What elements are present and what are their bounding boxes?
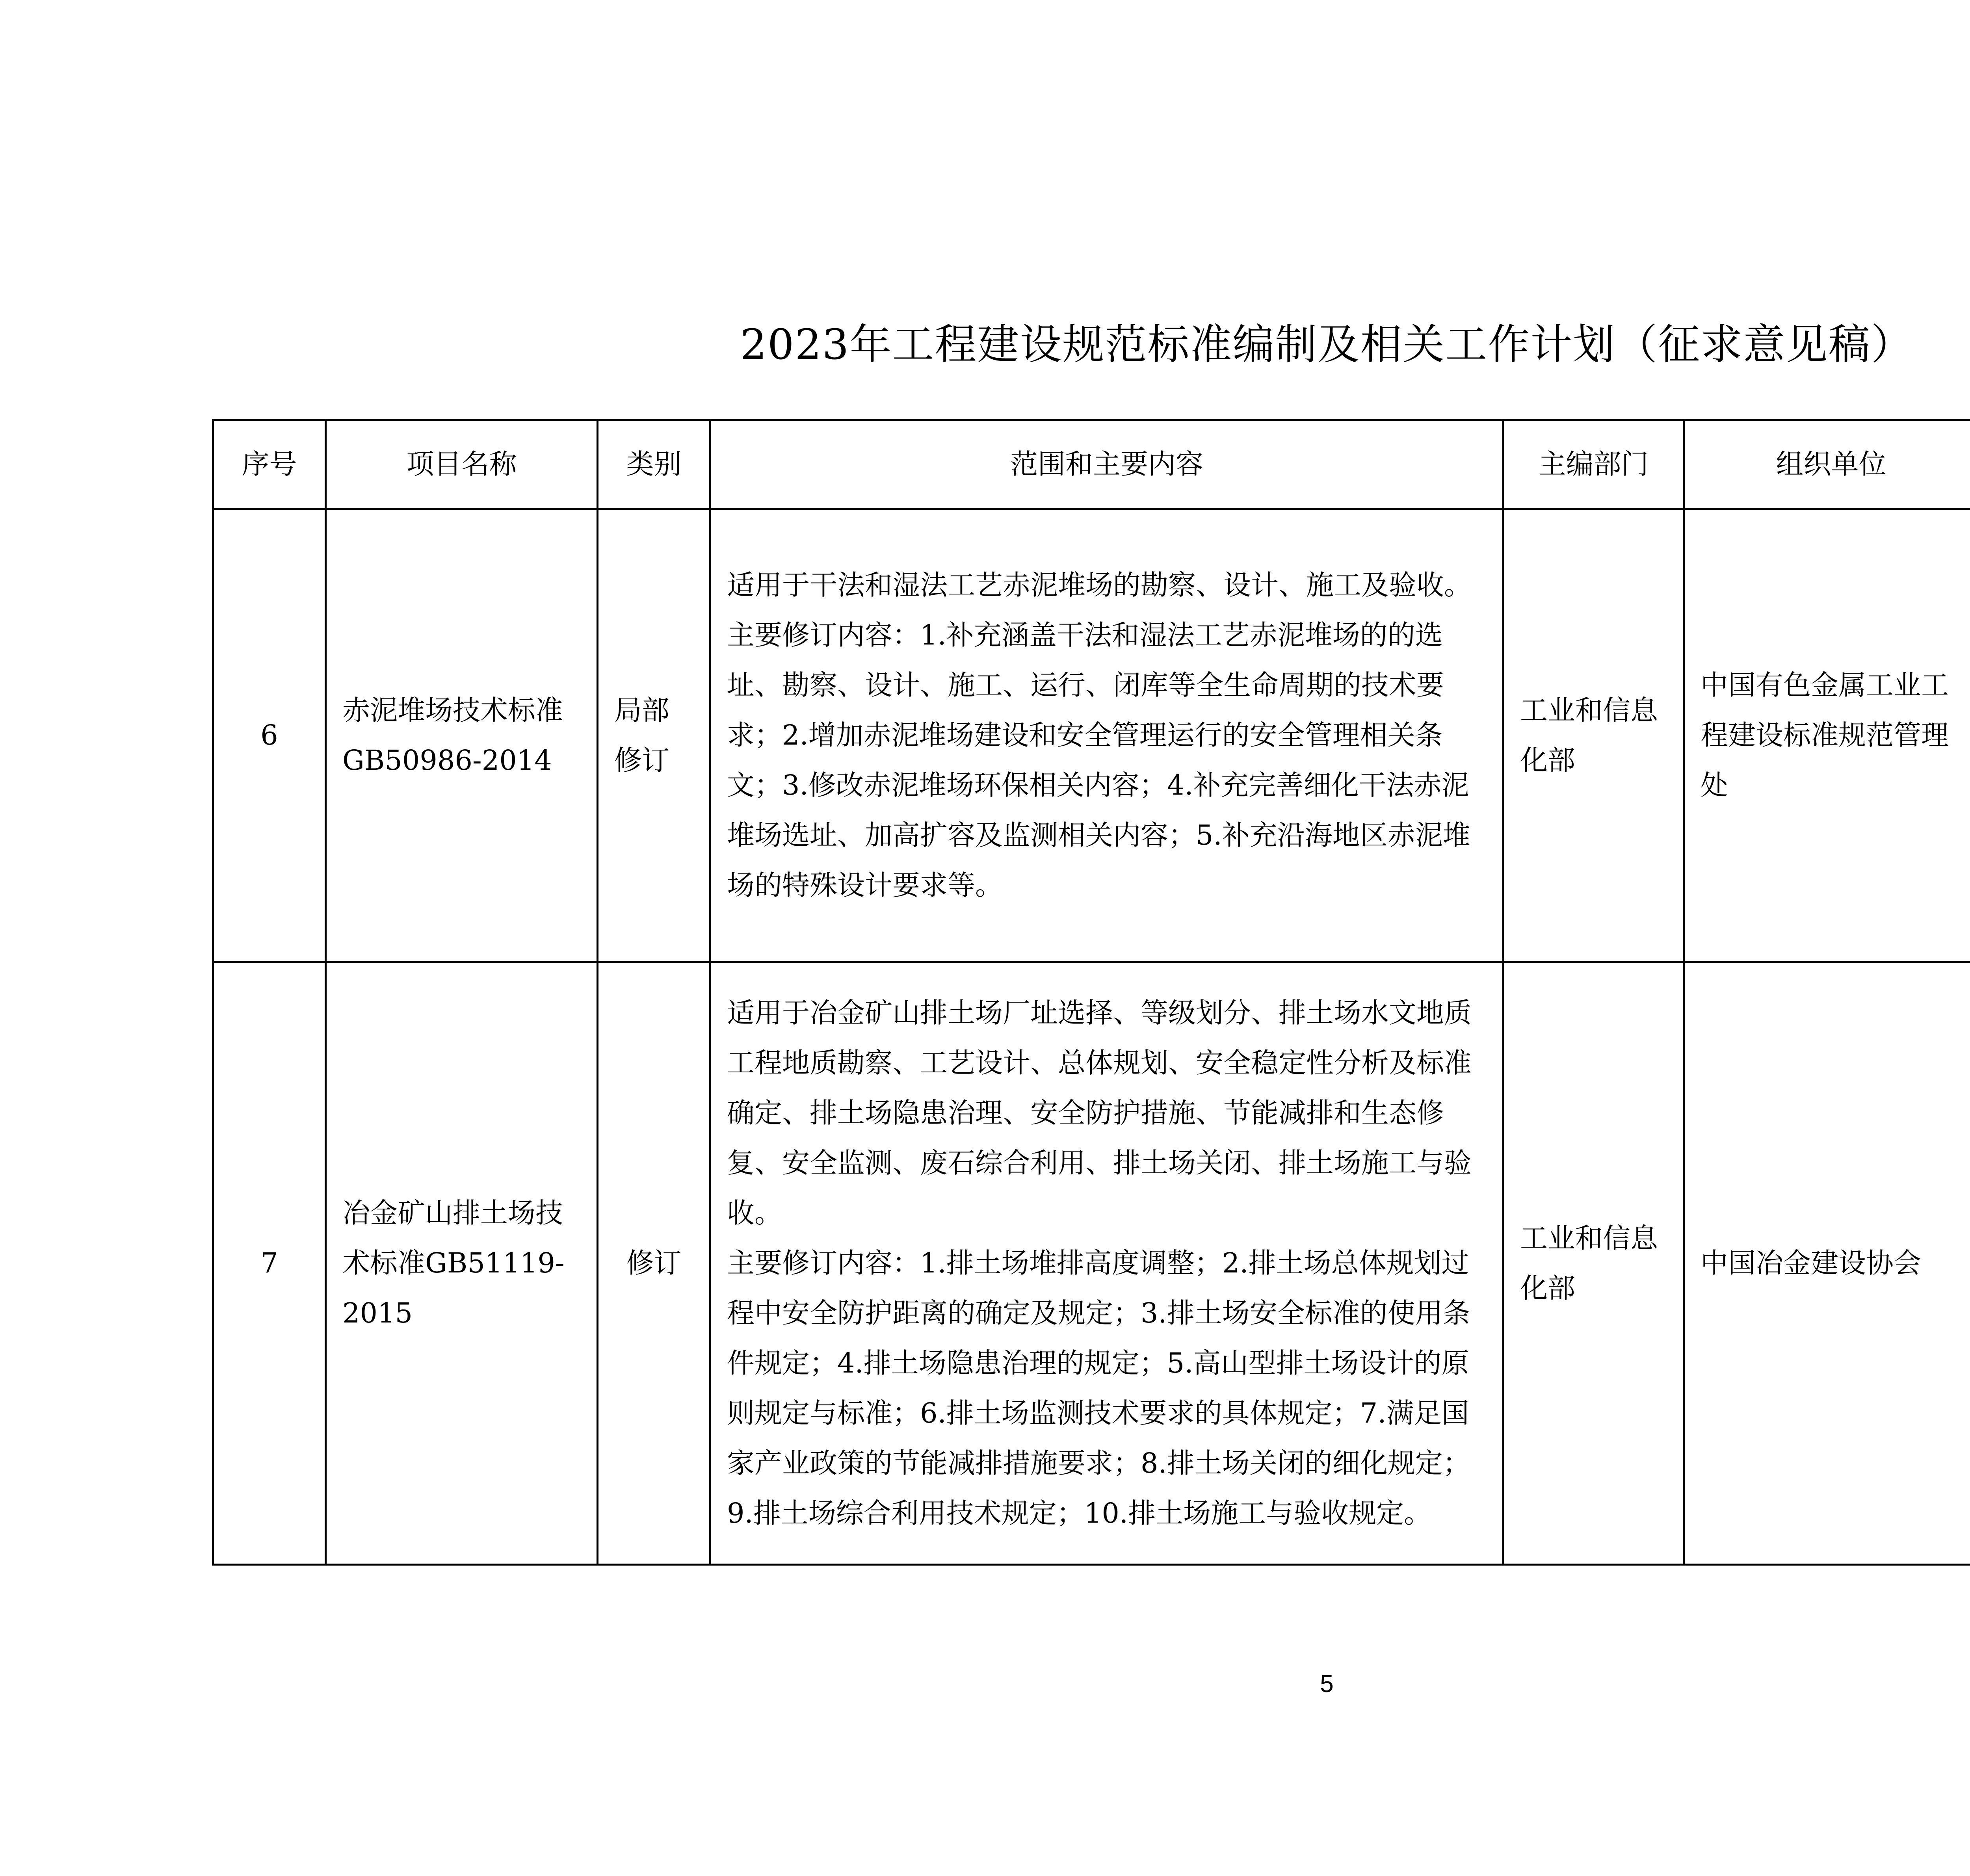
cell-category: 局部修订 [598, 509, 710, 962]
cell-category: 修订 [598, 962, 710, 1565]
page-number: 5 [1320, 1670, 1334, 1698]
header-seq: 序号 [213, 420, 326, 509]
table-row [213, 509, 1970, 962]
header-lead-department: 主编部门 [1504, 420, 1684, 509]
cell-project-name: 赤泥堆场技术标准GB50986-2014 [326, 509, 598, 962]
header-category: 类别 [598, 420, 710, 509]
cell-scope: 适用于冶金矿山排土场厂址选择、等级划分、排土场水文地质工程地质勘察、工艺设计、总体规划、安全稳定性分析及标准确定、排土场隐患治理、安全防护措施、节能减排和生态修复、安全监测、废石综合利用、排土场关闭、排土场施工与验收。 主要修订内容：1.排土场堆排高度调整；2.排土场总体规划过程中安全防护距离的确定及规定；3.排土场安全标准的使用条件规定；4.排土场隐患治理的规定；5.高山型排土场设计的原则规定与标准；6.排土场监测技术要求的具体规定；7.满足国家产业政策的节能减排措施要求；8.排土场关闭的细化规定；9.排土场综合利用技术规定；10.排土场施工与验收规定。 [710, 962, 1504, 1565]
table-header-row [213, 420, 1970, 509]
cell-organizing-unit: 中国有色金属工业工程建设标准规范管理处 [1684, 509, 1970, 962]
cell-seq: 7 [213, 962, 326, 1565]
cell-seq: 6 [213, 509, 326, 962]
cell-lead-department: 工业和信息化部 [1504, 962, 1684, 1565]
table-row [213, 962, 1970, 1565]
cell-scope: 适用于干法和湿法工艺赤泥堆场的勘察、设计、施工及验收。 主要修订内容：1.补充涵盖干法和湿法工艺赤泥堆场的的选址、勘察、设计、施工、运行、闭库等全生命周期的技术要求；2.增加赤泥堆场建设和安全管理运行的安全管理相关条文；3.修改赤泥堆场环保相关内容；4.补充完善细化干法赤泥堆场选址、加高扩容及监测相关内容；5.补充沿海地区赤泥堆场的特殊设计要求等。 [710, 509, 1504, 962]
cell-lead-department: 工业和信息化部 [1504, 509, 1684, 962]
cell-organizing-unit: 中国冶金建设协会 [1684, 962, 1970, 1565]
header-project-name: 项目名称 [326, 420, 598, 509]
cell-project-name: 冶金矿山排土场技术标准GB51119-2015 [326, 962, 598, 1565]
work-plan-table [212, 419, 1970, 1566]
header-organizing-unit: 组织单位 [1684, 420, 1970, 509]
document-title: 2023年工程建设规范标准编制及相关工作计划（征求意见稿） [740, 320, 1914, 369]
header-scope: 范围和主要内容 [710, 420, 1504, 509]
